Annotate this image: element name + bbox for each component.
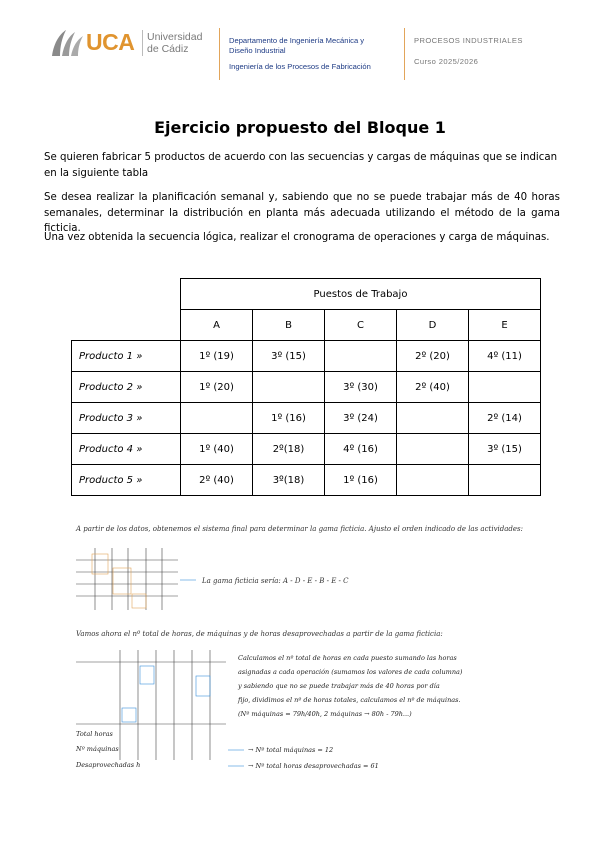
note-line: Calculamos el nº total de horas en cada puesto sumando las horas <box>238 654 457 662</box>
course-name: PROCESOS INDUSTRIALES <box>414 36 523 45</box>
note-line: fijo, dividimos el nº de horas totales, calculamos el nº de máquinas. <box>238 696 461 704</box>
row-label: Producto 5 » <box>72 465 181 496</box>
page-header <box>0 0 600 100</box>
column-header: E <box>469 310 541 341</box>
table-row <box>72 341 541 372</box>
logo-wordmark: UCA <box>86 29 135 55</box>
department-line: Diseño Industrial <box>229 46 286 55</box>
row-label: Producto 4 » <box>72 434 181 465</box>
column-header: A <box>181 310 253 341</box>
table-cell: 4º (16) <box>325 434 397 465</box>
table-cell: 2º(18) <box>253 434 325 465</box>
row-label-hours: Total horas <box>76 730 113 738</box>
summary-machines: → Nº total máquinas = 12 <box>248 746 334 754</box>
table-cell <box>469 372 541 403</box>
table-cell <box>325 341 397 372</box>
header-divider <box>219 28 220 80</box>
summary-idle-hours: → Nº total horas desaprovechadas = 61 <box>248 762 379 770</box>
note-line: y sabiendo que no se puede trabajar más de 40 horas por día <box>238 682 440 690</box>
paragraph: Una vez obtenida la secuencia lógica, realizar el cronograma de operaciones y carga de máquinas. <box>44 232 550 243</box>
table-cell: 2º (20) <box>397 341 469 372</box>
note-line: asignadas a cada operación (sumamos los valores de cada columna) <box>238 668 463 676</box>
table-cell <box>469 465 541 496</box>
row-label: Producto 3 » <box>72 403 181 434</box>
column-header: D <box>397 310 469 341</box>
department-info <box>229 36 397 72</box>
course-year: Curso 2025/2026 <box>414 57 479 66</box>
paragraph: Se quieren fabricar 5 productos de acuerdo con las secuencias y cargas de máquinas que se indican en la siguiente tabla <box>44 152 558 179</box>
table-cell: 1º (16) <box>253 403 325 434</box>
header-divider <box>404 28 405 80</box>
row-label: Producto 1 » <box>72 341 181 372</box>
table-row <box>72 434 541 465</box>
table-cell: 2º (40) <box>181 465 253 496</box>
table-cell: 1º (19) <box>181 341 253 372</box>
table-cell: 2º (40) <box>397 372 469 403</box>
table-row <box>72 372 541 403</box>
handwritten-solution <box>0 510 600 800</box>
table-cell: 1º (40) <box>181 434 253 465</box>
course-info <box>414 36 523 67</box>
table-cell: 3º(18) <box>253 465 325 496</box>
university-name-line1: Universidad <box>147 31 203 43</box>
table-group-header: Puestos de Trabajo <box>181 279 541 310</box>
workstation-table <box>71 278 541 496</box>
table-cell: 3º (24) <box>325 403 397 434</box>
column-header: C <box>325 310 397 341</box>
gamma-sketch <box>76 548 196 610</box>
note-line: (Nº máquinas = 79h/40h, 2 máquinas → 80h - 79h...) <box>238 710 412 718</box>
table-cell <box>397 465 469 496</box>
uca-emblem-icon <box>50 28 84 58</box>
table-cell <box>397 403 469 434</box>
table-cell: 1º (20) <box>181 372 253 403</box>
table-cell: 3º (15) <box>469 434 541 465</box>
table-cell: 1º (16) <box>325 465 397 496</box>
handwritten-intro: A partir de los datos, obtenemos el sistema final para determinar la gama ficticia. Ajusto el orden indicado de las actividades: <box>76 525 523 533</box>
table-corner <box>72 310 181 341</box>
university-name-line2: de Cádiz <box>147 43 189 55</box>
department-line: Departamento de Ingeniería Mecánica y <box>229 36 365 45</box>
row-label: Producto 2 » <box>72 372 181 403</box>
table-row <box>72 465 541 496</box>
logo-divider <box>142 30 143 56</box>
row-label-idle-hours: Desaprovechadas h <box>76 761 141 769</box>
table-cell <box>397 434 469 465</box>
handwritten-second-intro: Vamos ahora el nº total de horas, de máquinas y de horas desaprovechadas a partir de la gama ficticia: <box>76 630 443 638</box>
paragraph: Se desea realizar la planificación semanal y, sabiendo que no se puede trabajar más de 40 horas semanales, determinar la distribución en planta más adecuada utilizando el método de la gama ficticia. <box>44 192 560 234</box>
table-row <box>72 403 541 434</box>
table-cell <box>253 372 325 403</box>
subject-area: Ingeniería de los Procesos de Fabricación <box>229 62 371 71</box>
university-logo <box>50 26 210 60</box>
row-label-machines: Nº máquinas <box>76 745 119 753</box>
table-cell: 4º (11) <box>469 341 541 372</box>
column-header: B <box>253 310 325 341</box>
gamma-result: La gama ficticia sería: A - D - E - B - E - C <box>202 577 349 585</box>
table-cell: 3º (30) <box>325 372 397 403</box>
table-cell <box>181 403 253 434</box>
table-corner <box>72 279 181 310</box>
university-name <box>147 31 202 55</box>
table-cell: 2º (14) <box>469 403 541 434</box>
page-title: Ejercicio propuesto del Bloque 1 <box>154 118 446 137</box>
table-cell: 3º (15) <box>253 341 325 372</box>
